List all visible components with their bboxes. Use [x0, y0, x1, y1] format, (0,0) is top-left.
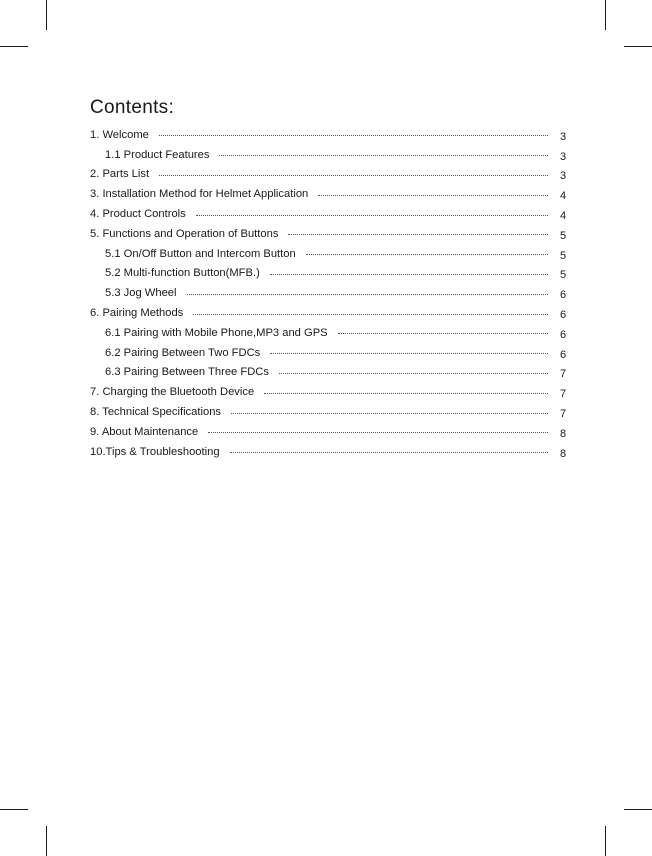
toc-entry-page-number: 3 [559, 150, 567, 163]
toc-entry-label: 5.3 Jog Wheel [105, 287, 177, 300]
dot-leader [306, 254, 548, 255]
dot-leader [159, 135, 548, 136]
toc-entry-label: 5.2 Multi-function Button(MFB.) [105, 267, 260, 280]
toc-entry-page-number: 4 [559, 210, 567, 223]
toc-entry-label: 9. About Maintenance [90, 425, 199, 438]
toc-entry-page-number: 8 [559, 427, 567, 440]
contents-heading: Contents: [90, 97, 175, 118]
toc-entry-label: 6. Pairing Methods [90, 307, 184, 320]
toc-entry[interactable] [90, 283, 570, 303]
toc-entry-page-number: 8 [559, 447, 567, 460]
crop-mark-bottom-left-horizontal [0, 809, 28, 810]
toc-entry-label: 5. Functions and Operation of Buttons [90, 227, 279, 240]
toc-entry[interactable] [90, 264, 570, 284]
toc-entry[interactable] [90, 125, 570, 145]
toc-entry-label: 7. Charging the Bluetooth Device [90, 386, 255, 399]
toc-entry-label: 5.1 On/Off Button and Intercom Button [105, 247, 296, 260]
toc-entry-page-number: 7 [559, 368, 567, 381]
toc-entry[interactable] [90, 343, 570, 363]
crop-mark-bottom-right-vertical [605, 826, 606, 856]
toc-entry[interactable] [90, 204, 570, 224]
crop-mark-top-right-horizontal [624, 46, 652, 47]
dot-leader [230, 452, 548, 453]
toc-entry-label: 6.3 Pairing Between Three FDCs [105, 366, 269, 379]
dot-leader [288, 234, 548, 235]
toc-entry-label: 6.2 Pairing Between Two FDCs [105, 346, 261, 359]
dot-leader [279, 373, 548, 374]
crop-mark-top-left-vertical [46, 0, 47, 30]
table-of-contents [90, 125, 570, 462]
toc-entry-page-number: 6 [559, 289, 567, 302]
toc-entry[interactable] [90, 382, 570, 402]
toc-entry[interactable] [90, 402, 570, 422]
dot-leader [338, 333, 548, 334]
toc-entry[interactable] [90, 184, 570, 204]
crop-mark-top-left-horizontal [0, 46, 28, 47]
dot-leader [159, 175, 548, 176]
crop-mark-bottom-right-horizontal [624, 809, 652, 810]
toc-entry-label: 1.1 Product Features [105, 148, 210, 161]
toc-entry-label: 8. Technical Specifications [90, 406, 222, 419]
dot-leader [264, 393, 548, 394]
toc-entry-page-number: 3 [559, 130, 567, 143]
toc-entry-page-number: 6 [559, 309, 567, 322]
dot-leader [196, 215, 548, 216]
toc-entry-label: 6.1 Pairing with Mobile Phone,MP3 and GPS [105, 326, 328, 339]
crop-mark-top-right-vertical [605, 0, 606, 30]
toc-entry[interactable] [90, 323, 570, 343]
toc-entry-page-number: 5 [559, 249, 567, 262]
dot-leader [270, 353, 548, 354]
toc-entry[interactable] [90, 363, 570, 383]
crop-mark-bottom-left-vertical [46, 826, 47, 856]
toc-entry-label: 1. Welcome [90, 128, 149, 141]
toc-entry[interactable] [90, 224, 570, 244]
dot-leader [208, 432, 548, 433]
toc-entry-label: 10.Tips & Troubleshooting [90, 445, 220, 458]
toc-entry-label: 2. Parts List [90, 168, 150, 181]
dot-leader [219, 155, 548, 156]
dot-leader [193, 314, 548, 315]
toc-entry-page-number: 5 [559, 269, 567, 282]
toc-entry-page-number: 7 [559, 408, 567, 421]
toc-entry-page-number: 5 [559, 229, 567, 242]
toc-entry[interactable] [90, 165, 570, 185]
toc-entry-label: 4. Product Controls [90, 208, 186, 221]
toc-entry[interactable] [90, 145, 570, 165]
toc-entry[interactable] [90, 303, 570, 323]
dot-leader [231, 413, 548, 414]
dot-leader [270, 274, 548, 275]
dot-leader [318, 195, 548, 196]
toc-entry[interactable] [90, 442, 570, 462]
toc-entry-page-number: 6 [559, 328, 567, 341]
toc-entry-page-number: 6 [559, 348, 567, 361]
toc-entry-page-number: 7 [559, 388, 567, 401]
toc-entry[interactable] [90, 244, 570, 264]
toc-entry-page-number: 4 [559, 190, 567, 203]
dot-leader [187, 294, 548, 295]
toc-entry[interactable] [90, 422, 570, 442]
toc-entry-label: 3. Installation Method for Helmet Application [90, 188, 309, 201]
toc-entry-page-number: 3 [559, 170, 567, 183]
